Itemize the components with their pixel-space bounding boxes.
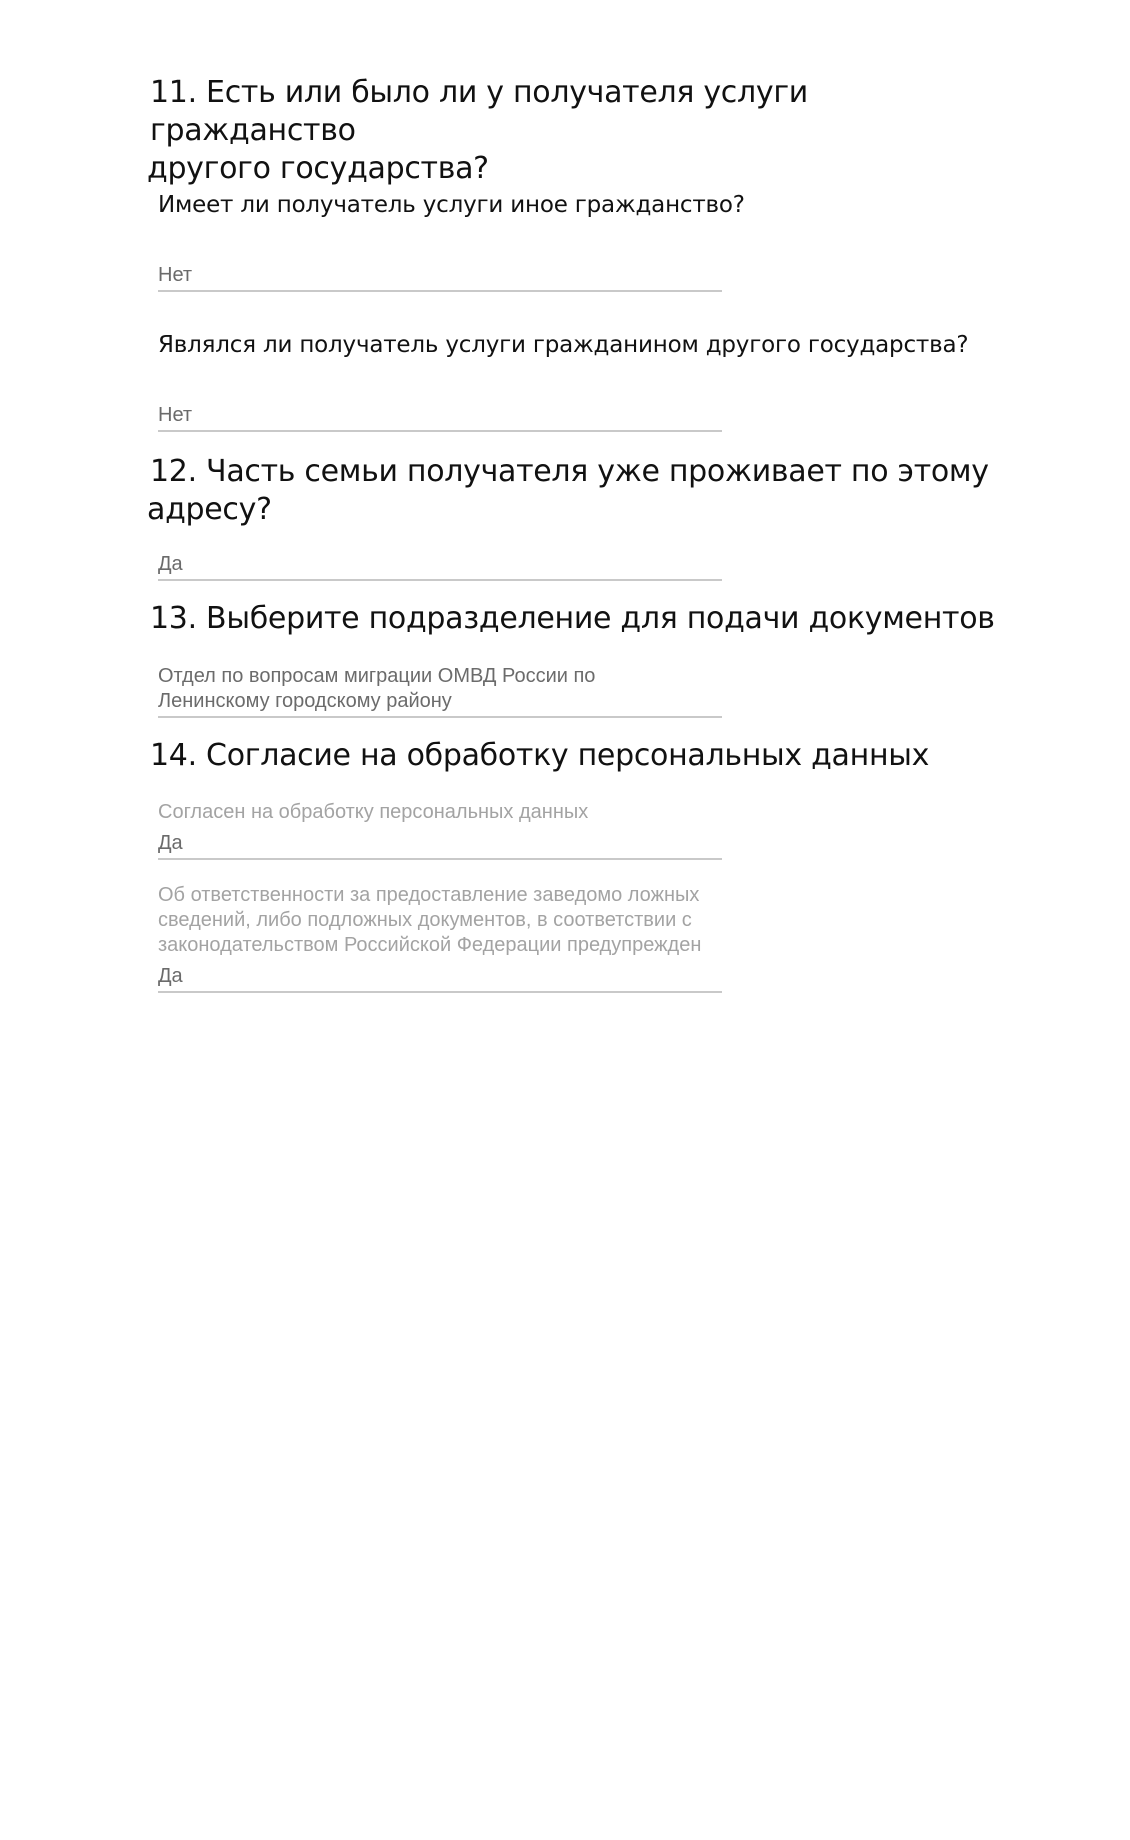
field-other-citizenship-value: Нет bbox=[158, 264, 193, 286]
question-other-citizenship: Имеет ли получатель услуги иное гражданство? bbox=[158, 192, 745, 218]
section-12-title-line1: 12. Часть семьи получателя уже проживает по этому bbox=[150, 454, 989, 489]
field-family-at-address bbox=[158, 552, 722, 581]
field-liability-warning-label-line1: Об ответственности за предоставление заведомо ложных bbox=[158, 884, 700, 906]
field-consent-personal-data bbox=[158, 800, 722, 860]
field-former-citizenship-value: Нет bbox=[158, 404, 193, 426]
section-13-title: 13. Выберите подразделение для подачи документов bbox=[150, 601, 995, 636]
section-12-title-line2: адресу? bbox=[147, 492, 272, 527]
section-14-title: 14. Согласие на обработку персональных данных bbox=[150, 738, 930, 773]
field-department bbox=[158, 664, 722, 718]
field-consent-personal-data-value: Да bbox=[158, 832, 183, 854]
section-12-title bbox=[147, 453, 989, 529]
section-11-title-line2: другого государства? bbox=[147, 151, 489, 186]
field-department-value-line1: Отдел по вопросам миграции ОМВД России по bbox=[158, 665, 596, 687]
field-liability-warning-label-line3: законодательством Российской Федерации предупрежден bbox=[158, 934, 702, 956]
section-11-title bbox=[147, 74, 1010, 188]
field-department-value-line2: Ленинскому городскому району bbox=[158, 690, 452, 712]
field-liability-warning bbox=[158, 883, 722, 993]
field-consent-personal-data-label: Согласен на обработку персональных данных bbox=[158, 801, 589, 823]
field-family-at-address-value: Да bbox=[158, 553, 183, 575]
question-former-citizenship: Являлся ли получатель услуги гражданином другого государства? bbox=[158, 332, 969, 358]
field-other-citizenship bbox=[158, 263, 722, 292]
field-liability-warning-label-line2: сведений, либо подложных документов, в соответствии с bbox=[158, 909, 692, 931]
section-11-title-line1: 11. Есть или было ли у получателя услуги гражданство bbox=[150, 75, 808, 148]
field-former-citizenship bbox=[158, 403, 722, 432]
field-liability-warning-value: Да bbox=[158, 965, 183, 987]
